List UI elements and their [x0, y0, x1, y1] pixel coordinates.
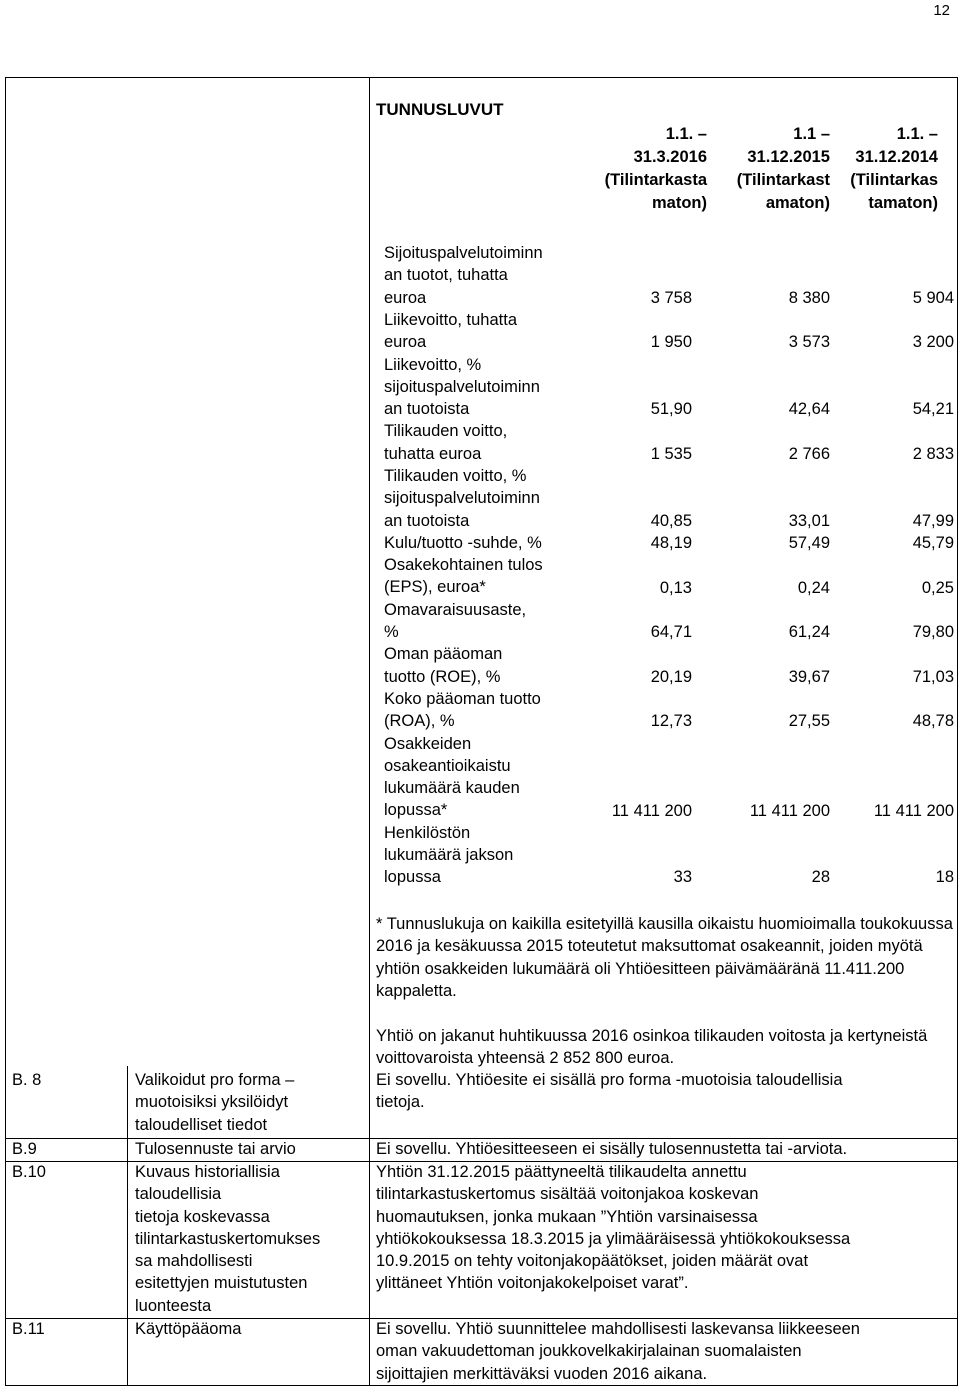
- item-description: Tulosennuste tai arvio: [135, 1140, 296, 1158]
- row-value: 39,67: [788, 667, 830, 686]
- row-value: 64,71: [650, 623, 692, 642]
- row-label: Tilikauden voitto, tuhatta euroa: [384, 422, 508, 463]
- item-text: Yhtiön 31.12.2015 päättyneeltä tilikaudelta annettu tilintarkastuskertomus sisältää voitonjakoa koskevan huomautuksen, jonka mukaan ”Yhtiön varsinaisessa yhtiökokouksessa 18.3.2015 ja ylimääräisessä yhtiökokouksessa 10.9.2015 on tehty voitonjakopäätökset, joiden määrät ovat ylittäneet Yhtiön voitonjakokelpoiset varat”.: [376, 1163, 851, 1293]
- row-label: Kulu/tuotto -suhde, %: [384, 533, 542, 552]
- row-value: 28: [811, 868, 830, 887]
- row-value: 45,79: [912, 533, 954, 552]
- divider-left: [127, 1066, 128, 1386]
- item-text: Ei sovellu. Yhtiö suunnittelee mahdollisesti laskevansa liikkeeseen oman vakuudettoman joukkovelkakirjalainan suomalaisten sijoittajien merkittäväksi vuoden 2016 aikana.: [376, 1320, 860, 1383]
- column-header-3: 1.1. – 31.12.2014 (Tilintarkas tamaton): [850, 125, 938, 212]
- row-value: 33,01: [788, 511, 830, 530]
- row-label: Sijoituspalvelutoiminn an tuotot, tuhatta euroa: [384, 244, 543, 307]
- item-description: Kuvaus historiallisia taloudellisia tietoja koskevassa tilintarkastuskertomukses sa mahdollisesti esitettyjen muistutusten luonteesta: [135, 1163, 321, 1315]
- row-label: Koko pääoman tuotto (ROA), %: [384, 690, 541, 731]
- row-value: 11 411 200: [749, 801, 830, 820]
- row-label: Osakkeiden osakeantioikaistu lukumäärä kauden lopussa*: [384, 734, 520, 820]
- row-value: 0,25: [921, 578, 954, 597]
- item-code: B.10: [12, 1163, 46, 1181]
- row-value: 12,73: [650, 712, 692, 731]
- column-header-2: 1.1 – 31.12.2015 (Tilintarkast amaton): [736, 125, 830, 212]
- row-value: 0,24: [797, 578, 830, 597]
- row-value: 54,21: [912, 400, 954, 419]
- item-code: B. 8: [12, 1071, 42, 1089]
- row-value: 47,99: [912, 511, 954, 530]
- divider-right: [369, 77, 370, 1386]
- row-value: 79,80: [912, 623, 954, 642]
- row-value: 1 535: [650, 444, 692, 463]
- dividend-note: Yhtiö on jakanut huhtikuussa 2016 osinkoa tilikauden voitosta ja kertyneistä voittovaroista yhteensä 2 852 800 euroa.: [376, 1027, 928, 1068]
- row-value: 42,64: [788, 400, 830, 419]
- footnote: * Tunnuslukuja on kaikilla esitetyillä kausilla oikaistu huomioimalla toukokuussa 2016 ja kesäkuussa 2015 toteutetut maksuttomat osakeannit, joiden myötä yhtiön osakkeiden lukumäärä oli Yhtiöesitteen päivämääränä 11.411.200 kappaletta.: [376, 915, 953, 1000]
- row-value: 2 766: [788, 444, 830, 463]
- row-value: 48,19: [650, 533, 692, 552]
- row-value: 51,90: [650, 400, 692, 419]
- row-value: 33: [673, 868, 692, 887]
- row-value: 18: [935, 868, 954, 887]
- row-label: Liikevoitto, tuhatta euroa: [384, 310, 517, 352]
- item-code: B.9: [12, 1140, 37, 1158]
- row-value: 27,55: [788, 712, 830, 731]
- row-value: 71,03: [912, 667, 954, 686]
- row-value: 5 904: [912, 288, 954, 307]
- item-text: Ei sovellu. Yhtiöesite ei sisällä pro forma -muotoisia taloudellisia tietoja.: [376, 1071, 843, 1112]
- row-value: 57,49: [788, 533, 830, 552]
- row-value: 11 411 200: [611, 801, 692, 820]
- row-value: 3 200: [912, 333, 954, 352]
- row-label: Tilikauden voitto, % sijoituspalvelutoiminn an tuotoista: [384, 467, 540, 530]
- item-code: B.11: [12, 1320, 45, 1338]
- row-value: 11 411 200: [873, 801, 954, 820]
- row-value: 48,78: [912, 712, 954, 731]
- page-number: 12: [933, 2, 950, 19]
- row-value: 61,24: [788, 623, 830, 642]
- row-value: 3 758: [650, 288, 692, 307]
- column-header-1: 1.1. – 31.3.2016 (Tilintarkasta maton): [604, 125, 707, 212]
- row-label: Liikevoitto, % sijoituspalvelutoiminn an tuotoista: [384, 355, 540, 419]
- row-label: Henkilöstön lukumäärä jakson lopussa: [384, 823, 514, 887]
- row-value: 3 573: [788, 333, 830, 352]
- section-title: TUNNUSLUVUT: [376, 100, 504, 119]
- row-label: Oman pääoman tuotto (ROE), %: [384, 645, 503, 686]
- row-value: 40,85: [650, 511, 692, 530]
- row-label: Omavaraisuusaste, %: [384, 600, 527, 642]
- row-value: 2 833: [912, 444, 954, 463]
- item-description: Käyttöpääoma: [135, 1320, 242, 1338]
- row-value: 8 380: [788, 288, 830, 307]
- row-value: 20,19: [650, 667, 692, 686]
- row-label: Osakekohtainen tulos (EPS), euroa*: [384, 556, 543, 597]
- item-description: Valikoidut pro forma – muotoisiksi yksilöidyt taloudelliset tiedot: [135, 1071, 295, 1134]
- row-value: 0,13: [659, 578, 692, 597]
- row-value: 1 950: [650, 333, 692, 352]
- item-text: Ei sovellu. Yhtiöesitteeseen ei sisälly tulosennustetta tai -arviota.: [376, 1140, 848, 1158]
